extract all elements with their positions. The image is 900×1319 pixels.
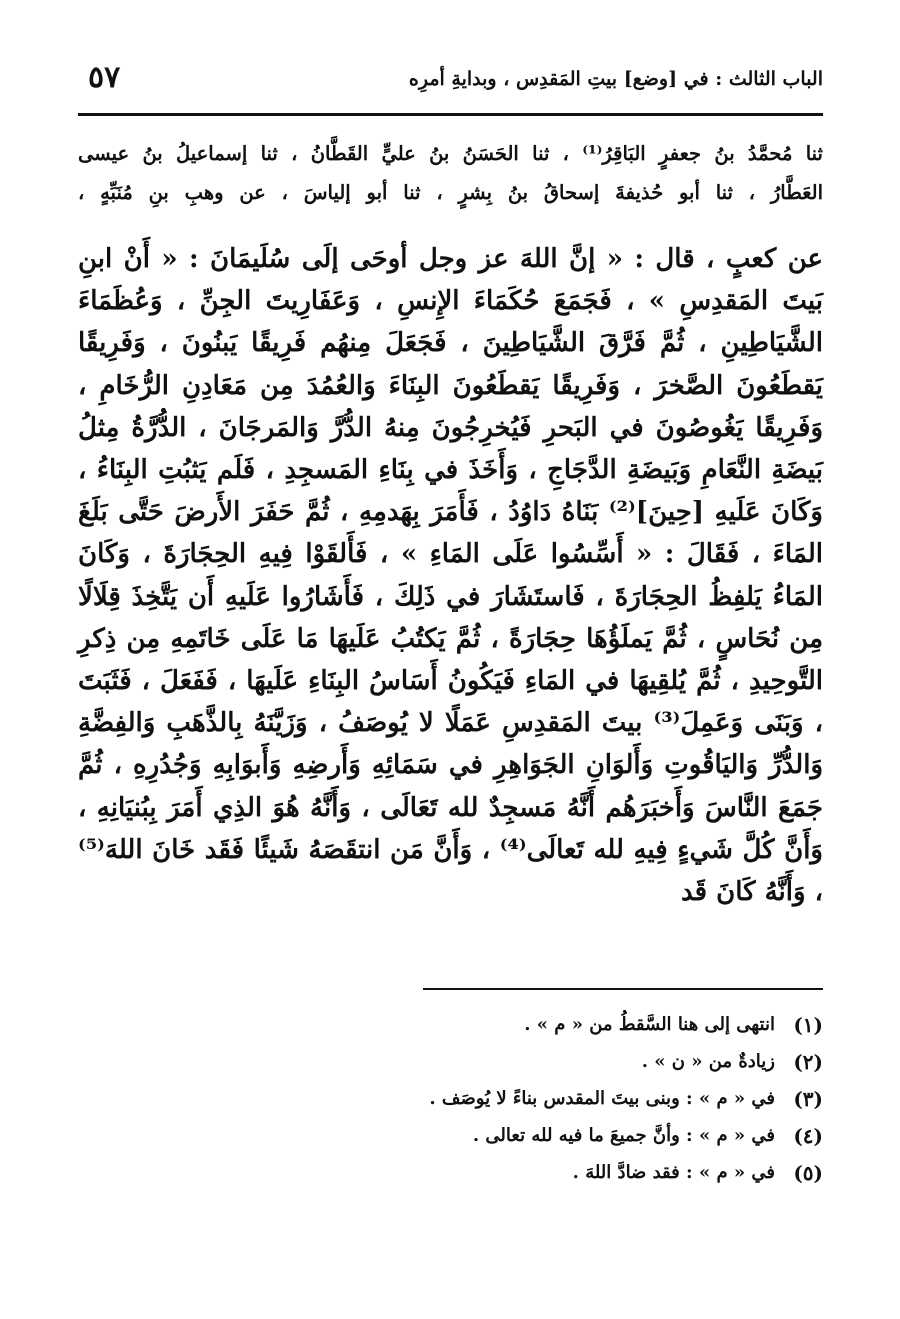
- isnad-line: ثنا مُحمَّدُ بنُ جعفرٍ البَاقِرُ⁽¹⁾ ، ثنا الحَسَنُ بنُ عليٍّ القَطَّانُ ، ثنا إسماعيلُ بنُ عيسى: [78, 142, 823, 165]
- page-header: [78, 60, 823, 112]
- footnote: [78, 1117, 823, 1154]
- isnad-line: العَطَّارُ ، ثنا أبو حُذيفةَ إسحاقُ بنُ بِشرٍ ، ثنا أبو إلياسَ ، عن وهبِ بنِ مُنَبِّهٍ ،: [78, 181, 823, 204]
- footnote: [78, 1080, 823, 1117]
- isnad-chain: [78, 134, 823, 212]
- footnote-separator: [423, 988, 823, 990]
- main-paragraph: عن كعبٍ ، قال : « إنَّ اللهَ عز وجل أوحَى إلَى سُلَيمَانَ : « أَنْ ابنِ بَيتَ المَقدِسِ » ، فَجَمَعَ حُكَمَاءَ الإِنسِ ، وَعَفَارِيتَ الجِنِّ ، وَعُظَمَاءَ الشَّيَاطِينِ ، ثُمَّ فَرَّقَ الشَّيَاطِينَ ، فَجَعَلَ مِنهُم فَرِيقًا يَبنُونَ ، وَفَرِيقًا يَقطَعُونَ الصَّخرَ ، وَفَرِيقًا يَقطَعُونَ البِنَاءَ وَالعُمُدَ مِن مَعَادِنِ الرُّخَامِ ، وَفَرِيقًا يَغُوصُونَ في البَحرِ فَيُخرِجُونَ مِنهُ الدُّرَّ وَالمَرجَانَ ، الدُّرَّةُ مِثلُ بَيضَةِ النَّعَامِ وَبَيضَةِ الدَّجَاجِ ، وَأَخَذَ في بِنَاءِ المَسجِدِ ، فَلَم يَثبُتِ البِنَاءُ ، وَكَانَ عَلَيهِ [حِينَ]⁽²⁾ بَنَاهُ دَاوُدُ ، فَأَمَرَ بِهَدمِهِ ، ثُمَّ حَفَرَ الأَرضَ حَتَّى بَلَغَ المَاءَ ، فَقَالَ : « أَسِّسُوا عَلَى المَاءِ » ، فَأَلقَوْا فِيهِ الحِجَارَةَ ، وَكَانَ المَاءُ يَلفِظُ الحِجَارَةَ ، فَاستَشَارَ في ذَلِكَ ، فَأَشَارُوا عَلَيهِ أَن يَتَّخِذَ قِلَالًا مِن نُحَاسٍ ، ثُمَّ يَملَؤُهَا حِجَارَةً ، ثُمَّ يَكتُبُ عَلَيهَا مَا عَلَى خَاتَمِهِ مِن ذِكرِ التَّوحِيدِ ، ثُمَّ يُلقِيهَا في المَاءِ فَيَكُونُ أَسَاسُ البِنَاءِ عَلَيهَا ، فَفَعَلَ ، فَثَبَتَ ، وَبَنَى وَعَمِلَ⁽³⁾ بيتَ المَقدِسِ عَمَلًا لا يُوصَفُ ، وَزَيَّنَهُ بِالذَّهَبِ وَالفِضَّةِ وَالدُّرِّ وَاليَاقُوتِ وَأَلوَانِ الجَوَاهِرِ في سَمَائِهِ وَأَرضِهِ وَأَبوَابِهِ وَجُدُرِهِ ، ثُمَّ جَمَعَ النَّاسَ وَأَخبَرَهُم أَنَّهُ مَسجِدٌ لله تَعَالَى ، وَأَنَّهُ هُوَ الذِي أَمَرَ بِبُنيَانِهِ ، وَأَنَّ كُلَّ شَيءٍ فِيهِ لله تَعالَى⁽⁴⁾ ، وَأَنَّ مَن انتقَصَهُ شَيئًا فَقَد خَانَ اللهَ⁽⁵⁾ ، وَأَنَّهُ كَانَ قَد: [78, 244, 823, 908]
- footnote-number: (٤): [793, 1123, 823, 1148]
- footnote-text: في « م » : وأنَّ جميعَ ما فيه لله تعالى .: [472, 1125, 775, 1146]
- footnotes: [78, 1006, 823, 1191]
- footnote-text: زيادةٌ من « ن » .: [641, 1051, 775, 1072]
- footnote-text: انتهى إلى هنا السَّقطُ من « م » .: [524, 1014, 775, 1035]
- running-title: الباب الثالث : في [وضع] بيتِ المَقدِس ، وبدايةِ أمرِه: [408, 68, 823, 90]
- footnote-number: (١): [793, 1012, 823, 1037]
- footnote: [78, 1154, 823, 1191]
- footnote-number: (٣): [793, 1086, 823, 1111]
- header-rule: [78, 113, 823, 116]
- footnote: [78, 1006, 823, 1043]
- main-text: [78, 238, 823, 913]
- footnote-number: (٥): [793, 1160, 823, 1185]
- footnote-text: في « م » : فقد ضادَّ اللهَ .: [572, 1162, 775, 1183]
- footnote: [78, 1043, 823, 1080]
- footnote-number: (٢): [793, 1049, 823, 1074]
- page-number: ٥٧: [88, 60, 121, 95]
- footnote-text: في « م » : وبنى بيتَ المقدس بناءً لا يُوصَف .: [429, 1088, 775, 1109]
